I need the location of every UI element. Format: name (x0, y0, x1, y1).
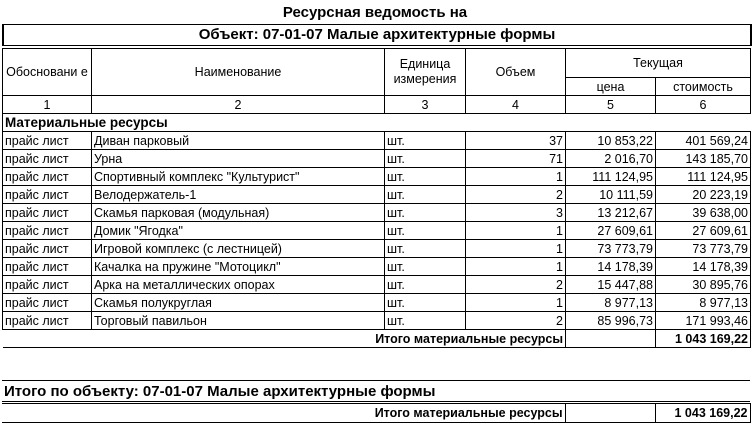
cell-basis: прайс лист (3, 222, 92, 240)
cell-name: Скамья полукруглая (92, 294, 385, 312)
cell-cost: 171 993,46 (656, 312, 751, 330)
object-total-materials-label: Итого материальные ресурсы (2, 404, 565, 423)
object-total-line: Итого по объекту: 07-01-07 Малые архитектурные формы (2, 380, 750, 402)
cell-price: 10 111,59 (566, 186, 656, 204)
header-volume: Объем (466, 49, 566, 96)
cell-price: 111 124,95 (566, 168, 656, 186)
cell-name: Домик "Ягодка" (92, 222, 385, 240)
cell-unit: шт. (385, 258, 466, 276)
cell-name: Торговый павильон (92, 312, 385, 330)
cell-price: 85 996,73 (566, 312, 656, 330)
cell-name: Скамья парковая (модульная) (92, 204, 385, 222)
cell-name: Качалка на пружине "Мотоцикл" (92, 258, 385, 276)
resource-table (2, 48, 751, 348)
header-row (3, 49, 751, 78)
table-row (3, 168, 751, 186)
cell-unit: шт. (385, 168, 466, 186)
table-row (3, 132, 751, 150)
cell-price: 2 016,70 (566, 150, 656, 168)
cell-volume: 2 (466, 276, 566, 294)
table-row (3, 240, 751, 258)
cell-name: Игровой комплекс (с лестницей) (92, 240, 385, 258)
cell-cost: 111 124,95 (656, 168, 751, 186)
col-num-2: 2 (92, 96, 385, 114)
cell-volume: 1 (466, 222, 566, 240)
cell-volume: 2 (466, 186, 566, 204)
cell-cost: 14 178,39 (656, 258, 751, 276)
col-num-3: 3 (385, 96, 466, 114)
cell-cost: 143 185,70 (656, 150, 751, 168)
header-current: Текущая (566, 49, 751, 78)
cell-name: Урна (92, 150, 385, 168)
cell-basis: прайс лист (3, 168, 92, 186)
cell-cost: 30 895,76 (656, 276, 751, 294)
cell-basis: прайс лист (3, 132, 92, 150)
object-total-table (2, 403, 751, 423)
cell-volume: 37 (466, 132, 566, 150)
cell-cost: 20 223,19 (656, 186, 751, 204)
object-total-materials-row (2, 404, 750, 423)
cell-price: 8 977,13 (566, 294, 656, 312)
object-total-materials-value: 1 043 169,22 (655, 404, 750, 423)
table-row (3, 222, 751, 240)
sheet-title: Ресурсная ведомость на (282, 4, 468, 21)
cell-price: 14 178,39 (566, 258, 656, 276)
cell-volume: 1 (466, 294, 566, 312)
cell-price: 27 609,61 (566, 222, 656, 240)
cell-basis: прайс лист (3, 258, 92, 276)
cell-volume: 2 (466, 312, 566, 330)
cell-price: 15 447,88 (566, 276, 656, 294)
cell-unit: шт. (385, 240, 466, 258)
cell-unit: шт. (385, 132, 466, 150)
section-title: Материальные ресурсы (3, 114, 751, 132)
section-total-row (3, 330, 751, 348)
cell-volume: 71 (466, 150, 566, 168)
header-unit: Единица измерения (385, 49, 466, 96)
cell-volume: 3 (466, 204, 566, 222)
table-row (3, 312, 751, 330)
section-row (3, 114, 751, 132)
cell-volume: 1 (466, 258, 566, 276)
cell-volume: 1 (466, 168, 566, 186)
cell-basis: прайс лист (3, 312, 92, 330)
table-row (3, 186, 751, 204)
cell-cost: 27 609,61 (656, 222, 751, 240)
cell-basis: прайс лист (3, 294, 92, 312)
cell-basis: прайс лист (3, 150, 92, 168)
col-num-5: 5 (566, 96, 656, 114)
table-row (3, 150, 751, 168)
cell-name: Спортивный комплекс "Культурист" (92, 168, 385, 186)
cell-cost: 73 773,79 (656, 240, 751, 258)
header-name: Наименование (92, 49, 385, 96)
rows-body (3, 132, 751, 330)
cell-price: 73 773,79 (566, 240, 656, 258)
col-num-4: 4 (466, 96, 566, 114)
section-total-label: Итого материальные ресурсы (3, 330, 566, 348)
column-number-row (3, 96, 751, 114)
cell-basis: прайс лист (3, 204, 92, 222)
cell-cost: 401 569,24 (656, 132, 751, 150)
header-basis: Обосновани е (3, 49, 92, 96)
cell-basis: прайс лист (3, 240, 92, 258)
cell-name: Диван парковый (92, 132, 385, 150)
cell-cost: 39 638,00 (656, 204, 751, 222)
object-line: Объект: 07-01-07 Малые архитектурные формы (2, 24, 752, 46)
cell-name: Велодержатель-1 (92, 186, 385, 204)
cell-volume: 1 (466, 240, 566, 258)
section-total-value: 1 043 169,22 (656, 330, 751, 348)
header-cost: стоимость (656, 78, 751, 96)
cell-unit: шт. (385, 294, 466, 312)
header-price: цена (566, 78, 656, 96)
cell-unit: шт. (385, 186, 466, 204)
cell-unit: шт. (385, 204, 466, 222)
cell-basis: прайс лист (3, 186, 92, 204)
table-row (3, 258, 751, 276)
cell-unit: шт. (385, 150, 466, 168)
cell-unit: шт. (385, 222, 466, 240)
cell-unit: шт. (385, 276, 466, 294)
table-row (3, 204, 751, 222)
col-num-1: 1 (3, 96, 92, 114)
col-num-6: 6 (656, 96, 751, 114)
cell-price: 10 853,22 (566, 132, 656, 150)
cell-name: Арка на металлических опорах (92, 276, 385, 294)
table-row (3, 276, 751, 294)
cell-unit: шт. (385, 312, 466, 330)
table-row (3, 294, 751, 312)
cell-cost: 8 977,13 (656, 294, 751, 312)
cell-basis: прайс лист (3, 276, 92, 294)
cell-price: 13 212,67 (566, 204, 656, 222)
